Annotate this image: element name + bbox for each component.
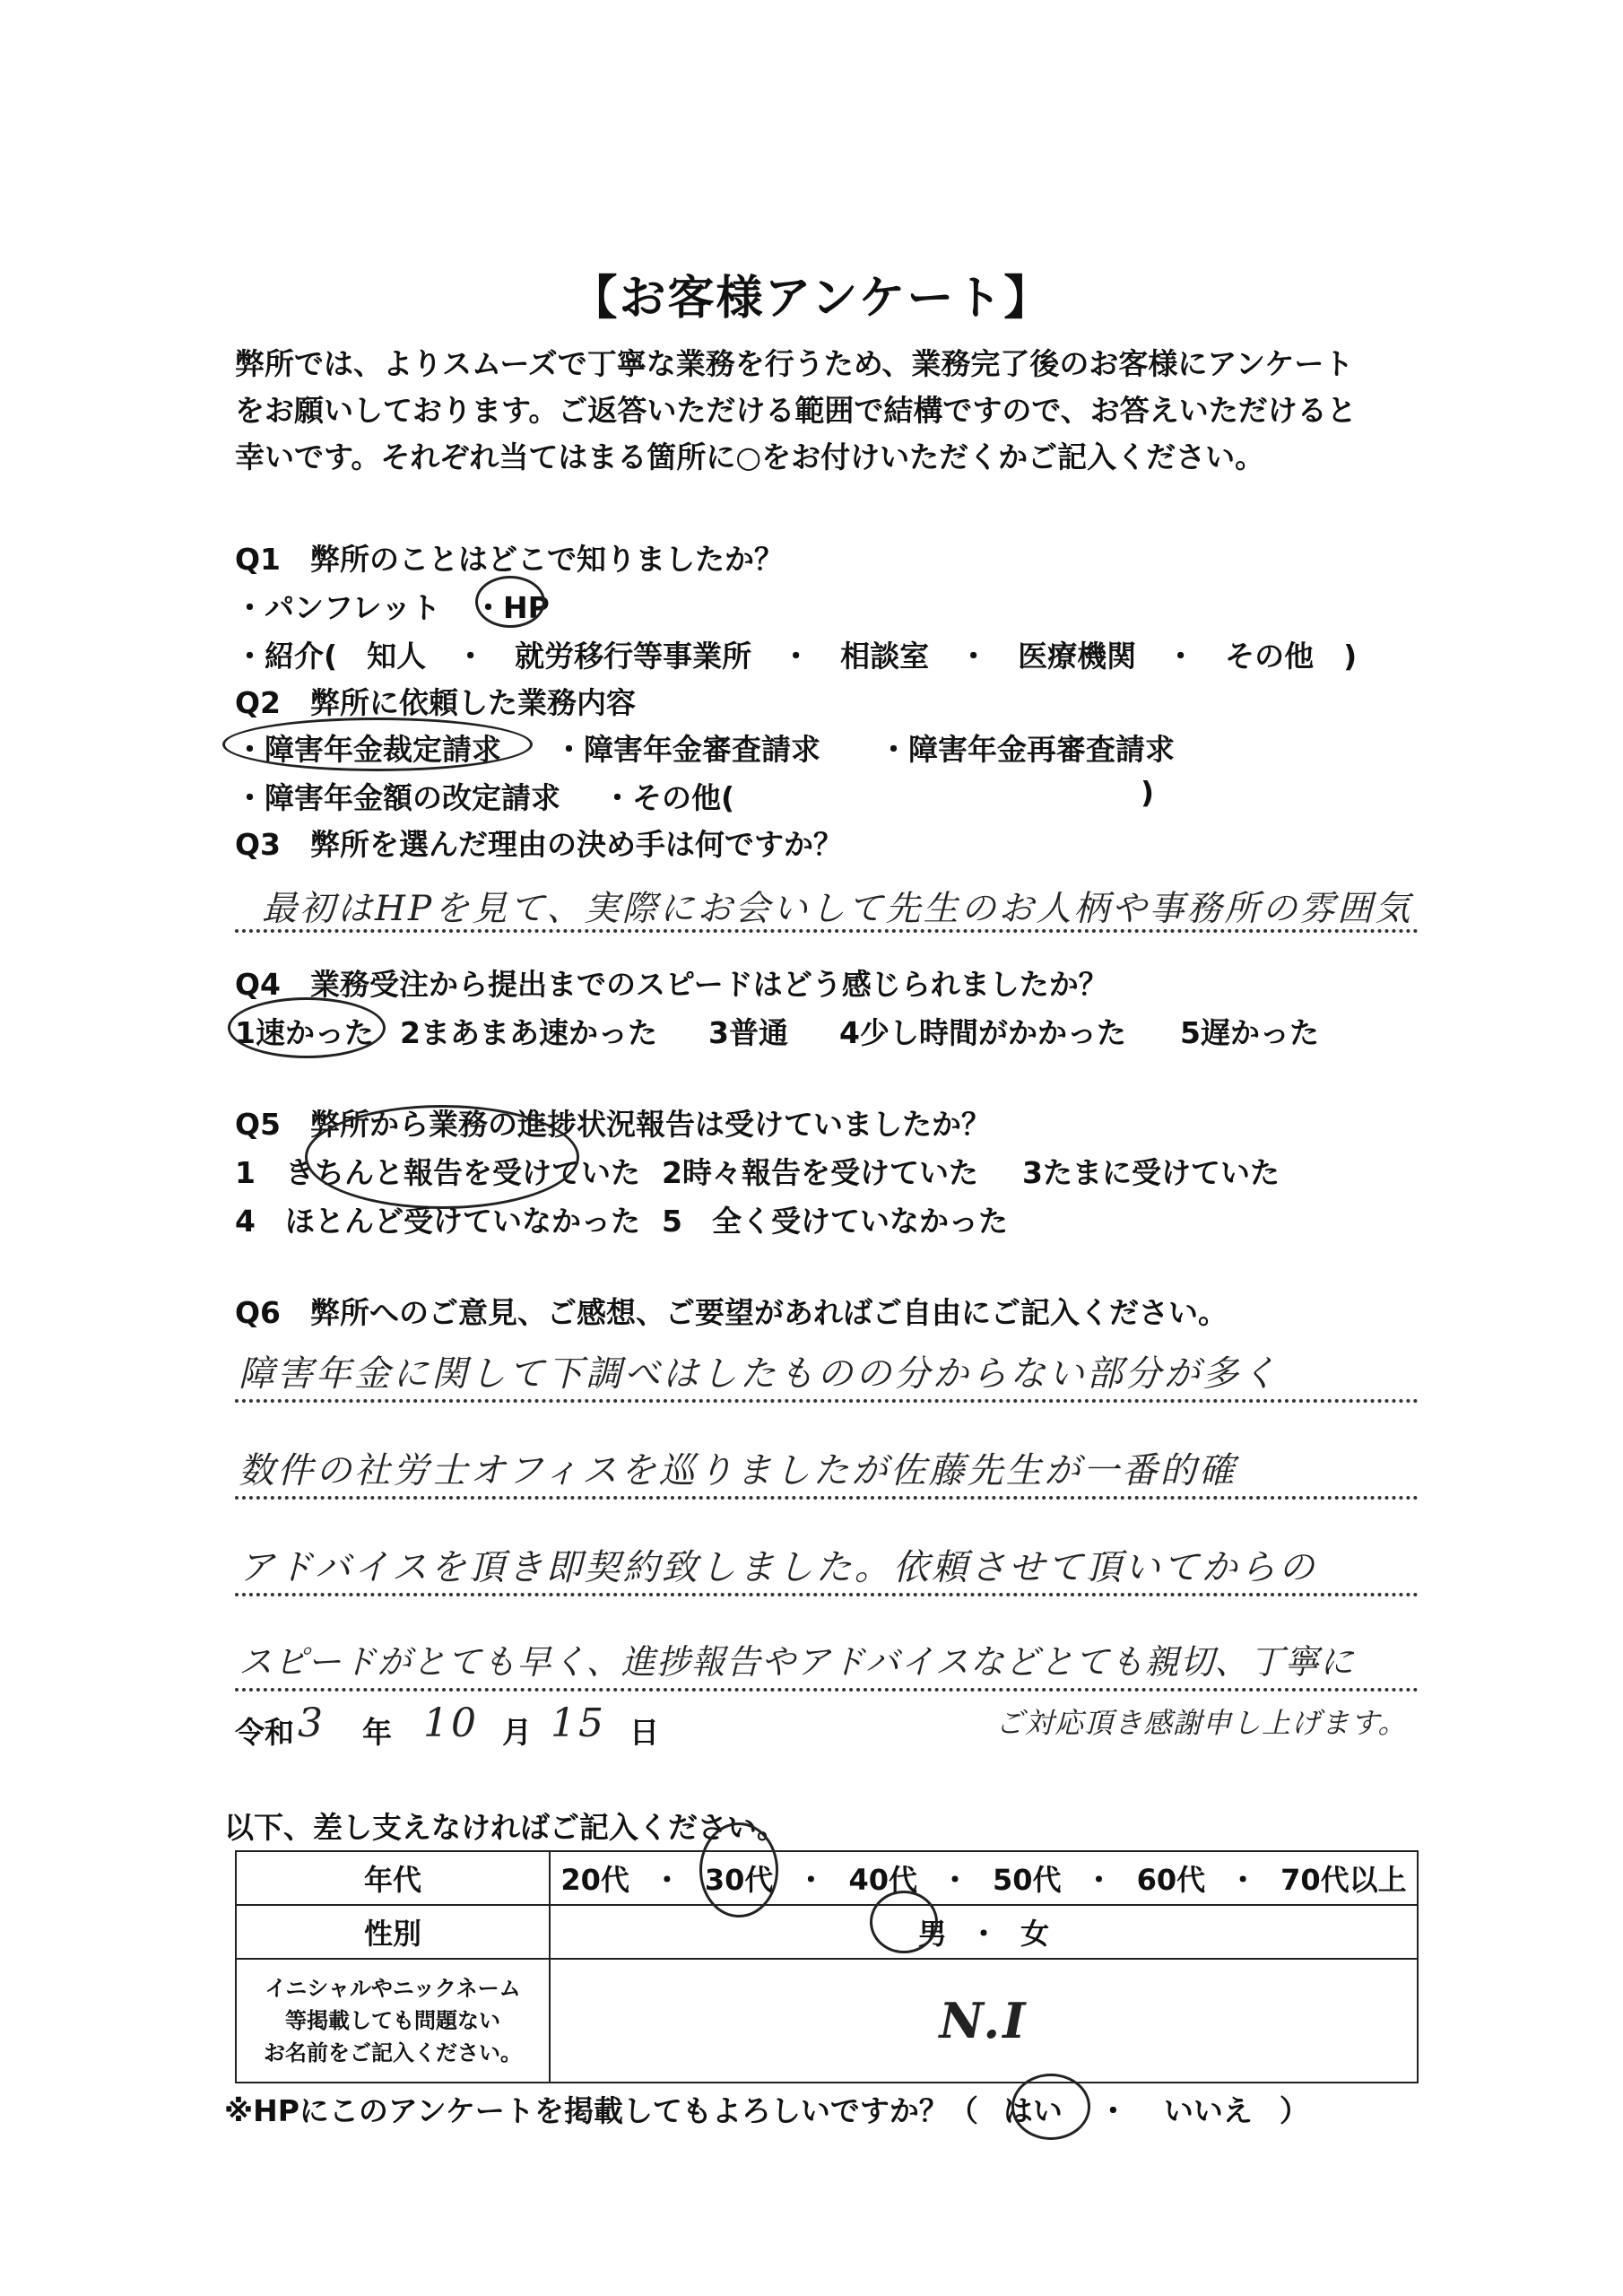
q1-option-hp: ・HP <box>473 590 550 625</box>
q5-option-1-circle-mark <box>305 1105 579 1209</box>
q6-handwritten-line-1: 障害年金に関して下調べはしたものの分からない部分が多く <box>239 1353 1280 1395</box>
q6-answer-line-4 <box>235 1688 1419 1692</box>
gender-male-circle-mark <box>870 1891 938 1953</box>
name-label-line-1: イニシャルやニックネーム <box>265 1976 521 2001</box>
q6-question: Q6 弊所へのご意見、ご感想、ご要望があればご自由にご記入ください。 <box>235 1295 1228 1330</box>
age-sep: ・ <box>1084 1863 1114 1897</box>
q5-question: Q5 弊所から業務の進捗状況報告は受けていましたか？ <box>235 1107 992 1142</box>
intro-line-2: をお願いしております。ご返答いただける範囲で結構ですので、お答えいただけると <box>235 393 1357 428</box>
q6-handwritten-line-4: スピードがとても早く、進捗報告やアドバイスなどとても親切、丁寧に <box>239 1642 1355 1682</box>
gender-row <box>236 1905 1418 1959</box>
q5-option-5: 5 全く受けていなかった <box>662 1204 1008 1239</box>
q6-handwritten-line-3: アドバイスを頂き即契約致しました。依頼させて頂いてからの <box>239 1547 1317 1588</box>
q5-option-4: 4 ほとんど受けていなかった <box>235 1204 640 1239</box>
publish-consent-yes: はい <box>1002 2093 1063 2128</box>
age-option-30s: 30代 <box>704 1863 774 1897</box>
respondent-info-table <box>235 1850 1419 2083</box>
q2-option-5: ・その他( <box>603 780 735 815</box>
age-option-50s: 50代 <box>993 1863 1062 1897</box>
q2-option-4: ・障害年金額の改定請求 <box>235 780 560 815</box>
age-sep: ・ <box>796 1863 826 1897</box>
q1-option-pamphlet: ・パンフレット <box>235 590 441 625</box>
date-day-value: 15 <box>551 1700 606 1746</box>
age-label: 年代 <box>236 1851 550 1905</box>
q6-handwritten-extra: ご対応頂き感謝申し上げます。 <box>995 1706 1408 1740</box>
q1-option-referral: ・紹介( 知人 ・ 就労移行等事業所 ・ 相談室 ・ 医療機関 ・ その他 ) <box>235 639 1358 674</box>
date-day-unit: 日 <box>629 1715 659 1750</box>
date-month-value: 10 <box>423 1700 479 1746</box>
publish-consent-no: いいえ <box>1163 2093 1253 2128</box>
q5-option-3: 3たまに受けていた <box>1022 1155 1280 1190</box>
publish-consent-text: ※HPにこのアンケートを掲載してもよろしいですか？（ <box>224 2093 978 2128</box>
survey-title: 【お客様アンケート】 <box>570 272 1053 326</box>
q4-option-1: 1速かった <box>235 1015 374 1050</box>
name-label <box>236 1959 550 2083</box>
intro-line-1: 弊所では、よりスムーズで丁寧な業務を行うため、業務完了後のお客様にアンケート <box>235 346 1354 381</box>
age-sep: ・ <box>1228 1863 1258 1897</box>
q6-answer-line-1 <box>235 1399 1419 1403</box>
q4-option-3: 3普通 <box>708 1015 788 1050</box>
q2-option-3: ・障害年金再審査請求 <box>879 732 1175 767</box>
date-month-unit: 月 <box>502 1715 532 1750</box>
q2-option-1: ・障害年金裁定請求 <box>235 732 501 767</box>
gender-label: 性別 <box>236 1905 550 1959</box>
q4-option-5: 5遅かった <box>1180 1015 1319 1050</box>
q5-option-1: 1 きちんと報告を受けていた <box>235 1155 640 1190</box>
age-option-70s-plus: 70代以上 <box>1280 1863 1407 1897</box>
publish-consent-close: ） <box>1279 2093 1309 2128</box>
date-era: 令和 <box>235 1715 294 1750</box>
age-options <box>550 1851 1418 1905</box>
q5-option-2: 2時々報告を受けていた <box>662 1155 978 1190</box>
q3-handwritten-answer: 最初はHPを見て、実際にお会いして先生のお人柄や事務所の雰囲気 <box>262 889 1413 929</box>
name-label-line-2: 等掲載しても問題ない <box>285 2008 500 2033</box>
gender-options <box>550 1905 1418 1959</box>
q2-question: Q2 弊所に依頼した業務内容 <box>235 685 637 720</box>
q4-option-1-circle-mark <box>228 997 386 1058</box>
intro-line-3: 幸いです。それぞれ当てはまる箇所に○をお付けいただくかご記入ください。 <box>235 439 1265 474</box>
q6-answer-line-2 <box>235 1496 1419 1500</box>
publish-consent-question <box>224 2088 1309 2130</box>
q4-option-2: 2まあまあ速かった <box>400 1015 657 1050</box>
publish-consent-sep: ・ <box>1098 2093 1128 2128</box>
q2-option-1-circle-mark <box>222 718 533 771</box>
publish-yes-circle-mark <box>1011 2074 1090 2140</box>
q6-answer-line-3 <box>235 1593 1419 1596</box>
q6-handwritten-line-2: 数件の社労士オフィスを巡りましたが佐藤先生が一番的確 <box>239 1450 1237 1492</box>
name-label-line-3: お名前をご記入ください。 <box>264 2040 522 2066</box>
q2-option-5-close: ) <box>1141 775 1155 810</box>
age-option-60s: 60代 <box>1136 1863 1206 1897</box>
date-year-unit: 年 <box>362 1715 392 1750</box>
age-sep: ・ <box>652 1863 681 1897</box>
age-option-40s: 40代 <box>848 1863 917 1897</box>
q1-hp-circle-mark <box>475 576 545 628</box>
name-value-cell <box>550 1959 1418 2083</box>
age-row <box>236 1851 1418 1905</box>
q4-question: Q4 業務受注から提出までのスピードはどう感じられましたか？ <box>235 967 1108 1002</box>
gender-female: 女 <box>1020 1917 1050 1951</box>
q3-question: Q3 弊所を選んだ理由の決め手は何ですか？ <box>235 827 844 862</box>
age-30s-circle-mark <box>699 1822 778 1918</box>
age-option-20s: 20代 <box>560 1863 629 1897</box>
q4-option-4: 4少し時間がかかった <box>839 1015 1126 1050</box>
name-row <box>236 1959 1418 2083</box>
q2-option-2: ・障害年金審査請求 <box>554 732 820 767</box>
table-intro: 以下、差し支えなければご記入ください。 <box>224 1810 786 1845</box>
age-sep: ・ <box>940 1863 969 1897</box>
q3-answer-line <box>235 929 1419 933</box>
gender-male: 男 <box>917 1917 947 1951</box>
name-handwritten-value: N.I <box>939 1992 1028 2049</box>
date-year-value: 3 <box>298 1700 325 1746</box>
gender-sep: ・ <box>968 1917 998 1951</box>
q1-question: Q1 弊所のことはどこで知りましたか？ <box>235 542 785 577</box>
